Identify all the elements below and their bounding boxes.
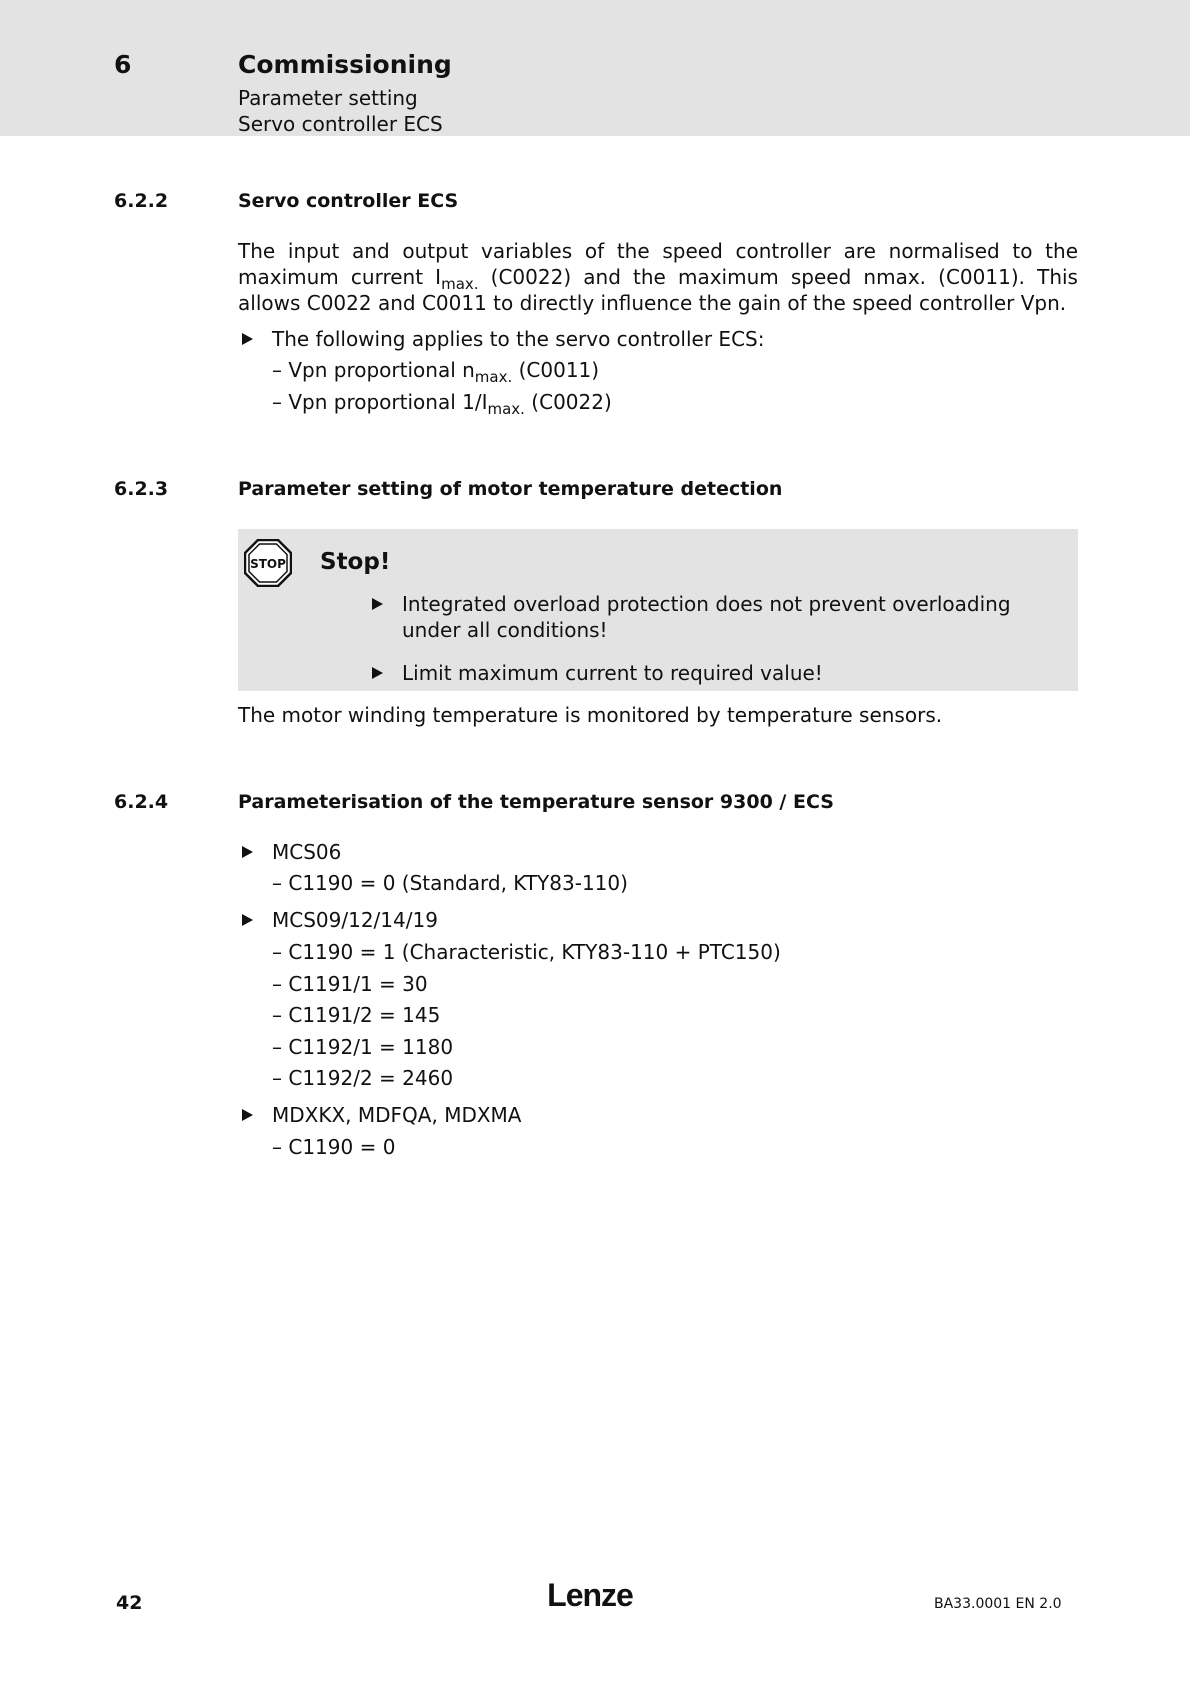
bullet-triangle-icon: [242, 914, 253, 926]
param-line: – C1192/1 = 1180: [272, 1035, 454, 1059]
bullet-text: MCS09/12/14/19: [272, 908, 438, 932]
stop-bullet-2: [372, 660, 1062, 686]
page-number: 42: [116, 1592, 143, 1614]
stop-warning-box: [238, 529, 1078, 691]
vpn-line-2-subscript: max.: [487, 400, 525, 418]
section-number-623: 6.2.3: [114, 478, 169, 500]
chapter-header: [0, 0, 1190, 136]
chapter-subtitle-2: Servo controller ECS: [238, 112, 443, 136]
vpn-line-1-subscript: max.: [474, 368, 513, 386]
bullet-triangle-icon: [242, 1109, 253, 1121]
bullet-triangle-icon: [372, 667, 383, 679]
vpn-line-1: [272, 358, 600, 386]
param-line: – C1191/1 = 30: [272, 972, 428, 996]
param-line: – C1192/2 = 2460: [272, 1066, 454, 1090]
section-title-624: Parameterisation of the temperature sensor 9300 / ECS: [238, 791, 834, 813]
logo-text: Lenze: [547, 1578, 633, 1612]
bullet-text: MDXKX, MDFQA, MDXMA: [272, 1103, 522, 1127]
lenze-logo: [540, 1578, 640, 1612]
bullet-triangle-icon: [372, 598, 383, 610]
chapter-number: 6: [114, 50, 132, 79]
stop-bullet-2-text: Limit maximum current to required value!: [402, 661, 823, 685]
vpn-line-2-text: – Vpn proportional 1/I: [272, 390, 488, 414]
section-623-paragraph: The motor winding temperature is monitored by temperature sensors.: [238, 703, 943, 727]
section-number-624: 6.2.4: [114, 791, 169, 813]
vpn-line-2: [272, 390, 612, 418]
chapter-title: Commissioning: [238, 50, 452, 79]
section-622-paragraph: [238, 238, 1078, 316]
vpn-line-1-text: – Vpn proportional n: [272, 358, 475, 382]
section-title-622: Servo controller ECS: [238, 190, 459, 212]
param-line: – C1191/2 = 145: [272, 1003, 441, 1027]
stop-sign-icon: [244, 539, 292, 587]
stop-title: Stop!: [320, 549, 391, 575]
vpn-line-2-code: (C0022): [524, 390, 612, 414]
section-title-623: Parameter setting of motor temperature detection: [238, 478, 783, 500]
param-line: – C1190 = 0: [272, 1135, 396, 1159]
stop-bullet-1-text: Integrated overload protection does not prevent overloading under all conditions!: [402, 592, 1011, 642]
vpn-line-1-code: (C0011): [512, 358, 600, 382]
stop-icon-label: STOP: [250, 557, 286, 571]
subscript-max: max.: [441, 275, 479, 293]
stop-bullet-1: [372, 591, 1062, 643]
param-line: – C1190 = 1 (Characteristic, KTY83-110 + PTC150): [272, 940, 781, 964]
bullet-text: MCS06: [272, 840, 342, 864]
document-id: BA33.0001 EN 2.0: [934, 1596, 1062, 1612]
section-number-622: 6.2.2: [114, 190, 169, 212]
bullet-triangle-icon: [242, 846, 253, 858]
paragraph-text-b: (C0022) and the maximum speed nmax. (C0011). This allows C0022 and C0011 to directly influence the gain of the speed controller Vpn.: [238, 265, 1078, 315]
chapter-subtitle-1: Parameter setting: [238, 86, 418, 110]
bullet-text: The following applies to the servo controller ECS:: [272, 327, 765, 351]
param-line: – C1190 = 0 (Standard, KTY83-110): [272, 871, 628, 895]
paragraph-text-a: The input and output variables of the speed controller are normalised to the maximum current I: [238, 239, 1078, 289]
bullet-triangle-icon: [242, 333, 253, 345]
